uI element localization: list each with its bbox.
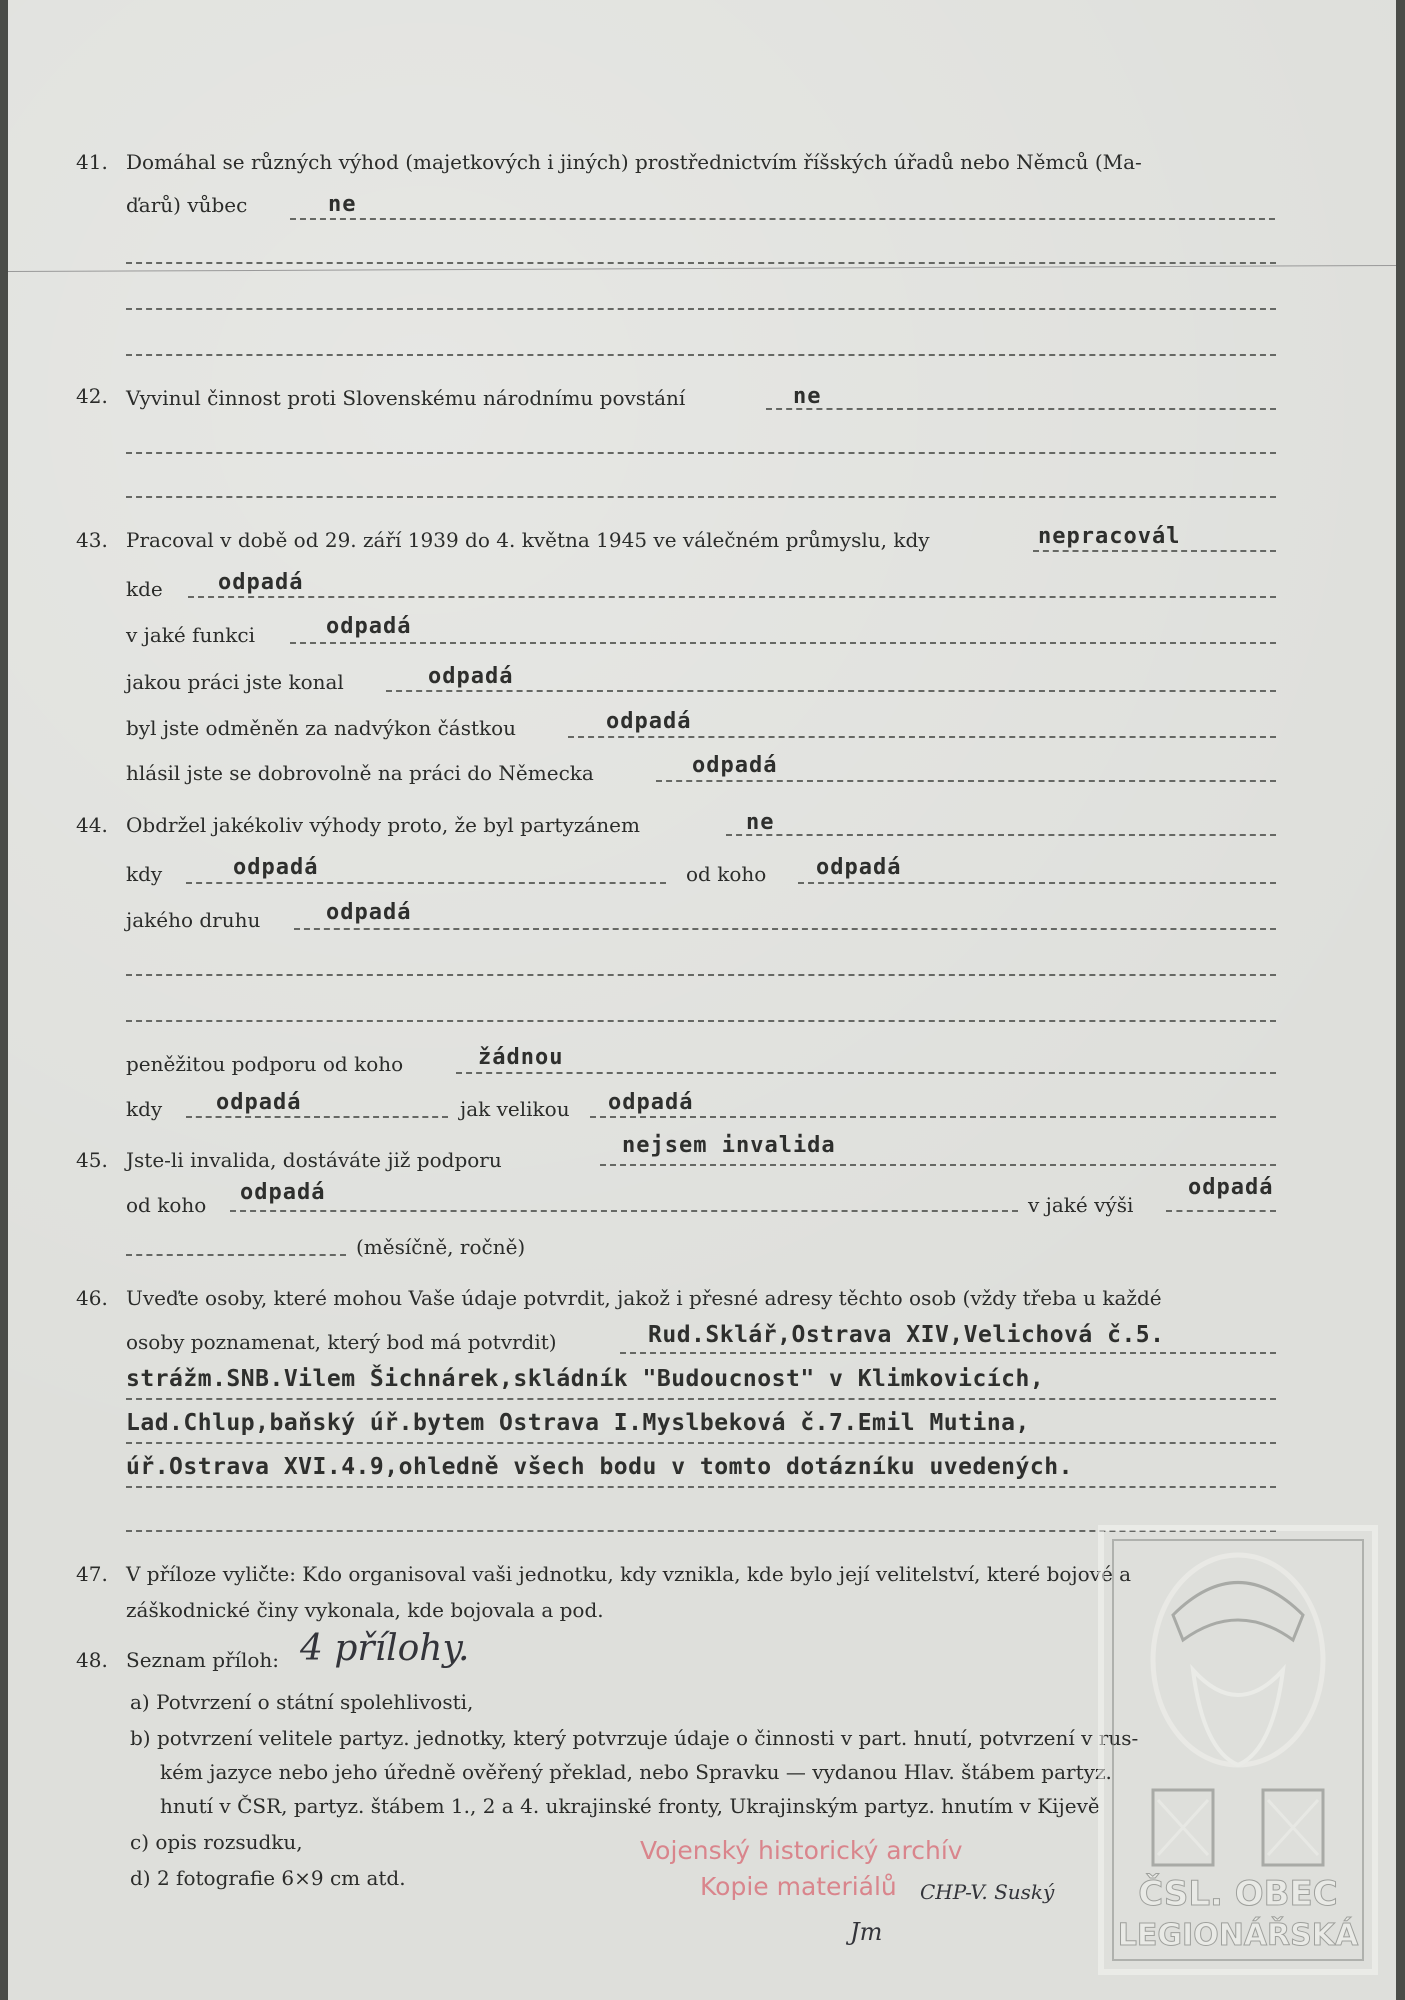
q48-item-d: d) 2 fotografie 6×9 cm atd. (130, 1866, 406, 1890)
q41-number: 41. (76, 150, 108, 174)
q44-kdy2-label: kdy (126, 1097, 163, 1121)
answer-line (798, 882, 1276, 884)
answer-line (290, 642, 1276, 644)
q41-question-cont: ďarů) vůbec (126, 193, 248, 217)
fold-line (8, 265, 1396, 272)
answer-line (568, 736, 1276, 738)
q44-question: Obdržel jakékoliv výhody proto, že byl partyzánem (126, 813, 640, 837)
q47-instruction-cont: záškodnické činy vykonala, kde bojovala a pod. (126, 1598, 604, 1622)
q44-podpora-answer: žádnou (478, 1045, 564, 1070)
q48-item-a: a) Potvrzení o státní spolehlivosti, (130, 1690, 474, 1714)
q44-number: 44. (76, 813, 108, 837)
answer-line (1166, 1210, 1276, 1212)
q44-druh-answer: odpadá (326, 900, 412, 925)
q43-hlasil-label: hlásil jste se dobrovolně na práci do Německa (126, 761, 594, 785)
q45-answer: nejsem invalida (622, 1133, 836, 1158)
legion-seal-watermark (1093, 1520, 1383, 1980)
answer-line (294, 928, 1276, 930)
q42-number: 42. (76, 384, 108, 408)
answer-line (1033, 550, 1276, 552)
q42-question: Vyvinul činnost proti Slovenskému národnímu povstání (126, 386, 686, 410)
q44-kdy-answer: odpadá (233, 855, 319, 880)
answer-line (230, 1210, 1018, 1212)
q44-velikou-label: jak velikou (460, 1097, 570, 1121)
answer-line (290, 218, 1275, 220)
q43-prace-answer: odpadá (428, 664, 514, 689)
q41-question: Domáhal se různých výhod (majetkových i jiných) prostřednictvím říšských úřadů nebo Němců (Ma- (126, 150, 1142, 174)
archive-initial: Jm (850, 1918, 883, 1946)
q44-od-koho-answer: odpadá (816, 855, 902, 880)
q48-handwritten-count: 4 přílohy. (300, 1628, 470, 1669)
q45-period-label: (měsíčně, ročně) (356, 1235, 526, 1259)
q44-druh-label: jakého druhu (126, 908, 261, 932)
answer-line (126, 308, 1276, 310)
answer-line (188, 596, 1276, 598)
q45-question: Jste-li invalida, dostáváte již podporu (126, 1148, 502, 1172)
q46-answer-line1: Rud.Sklář,Ostrava XIV,Velichová č.5. (648, 1322, 1165, 1348)
q43-hlasil-answer: odpadá (692, 753, 778, 778)
q44-velikou-answer: odpadá (608, 1090, 694, 1115)
q46-answer-line3: Lad.Chlup,baňský úř.bytem Ostrava I.Myslbeková č.7.Emil Mutina, (126, 1410, 1030, 1436)
answer-line (126, 354, 1276, 356)
q46-number: 46. (76, 1286, 108, 1310)
q44-podpora-label: peněžitou podporu od koho (126, 1052, 404, 1076)
q47-number: 47. (76, 1562, 108, 1586)
q46-answer-line2: strážm.SNB.Vilem Šichnárek,skládník "Budoucnost" v Klimkovicích, (126, 1366, 1045, 1392)
archive-note: CHP-V. Suský (920, 1880, 1055, 1904)
q44-od-koho-label: od koho (686, 862, 767, 886)
answer-line (126, 1398, 1276, 1400)
q41-answer: ne (328, 192, 357, 217)
document-page (8, 0, 1396, 2000)
q43-funkce-answer: odpadá (326, 614, 412, 639)
q48-item-b-cont1: kém jazyce nebo jeho úředně ověřený překlad, nebo Spravku — vydanou Hlav. štábem partyz. (160, 1760, 1112, 1784)
answer-line (600, 1164, 1276, 1166)
answer-line (656, 780, 1276, 782)
answer-line (590, 1116, 1276, 1118)
q45-vyse-label: v jaké výši (1028, 1193, 1134, 1217)
q43-prace-label: jakou práci jste konal (126, 670, 344, 694)
answer-line (126, 1020, 1276, 1022)
q45-number: 45. (76, 1148, 108, 1172)
answer-line (386, 690, 1276, 692)
q44-kdy2-answer: odpadá (216, 1090, 302, 1115)
q48-item-b-cont2: hnutí v ČSR, partyz. štábem 1., 2 a 4. ukrajinské fronty, Ukrajinským partyz. hnutím v Kijevě (160, 1794, 1100, 1818)
q48-label: Seznam příloh: (126, 1648, 280, 1672)
answer-line (726, 834, 1276, 836)
q43-kde-answer: odpadá (218, 570, 304, 595)
answer-line (126, 262, 1276, 264)
answer-line (126, 452, 1276, 454)
answer-line (126, 974, 1276, 976)
answer-line (766, 408, 1276, 410)
answer-line (186, 882, 666, 884)
q45-od-koho-label: od koho (126, 1193, 207, 1217)
legion-seal-line2: LEGIONÁŘSKÁ (1117, 1918, 1359, 1953)
answer-line (186, 1116, 448, 1118)
q43-odmenen-label: byl jste odměněn za nadvýkon částkou (126, 716, 517, 740)
answer-line (126, 1486, 1276, 1488)
q43-kde-label: kde (126, 577, 163, 601)
q47-instruction: V příloze vylič̌te: Kdo organisoval vaši jednotku, kdy vznikla, kde bylo její velitelství, které bojové a (126, 1562, 1132, 1586)
q46-question: Uveďte osoby, které mohou Vaše údaje potvrdit, jakož i přesné adresy těchto osob (vždy třeba u každé (126, 1286, 1162, 1310)
q46-answer-line4: úř.Ostrava XVI.4.9,ohledně všech bodu v tomto dotázníku uvedených. (126, 1454, 1073, 1480)
answer-line (126, 496, 1276, 498)
q43-number: 43. (76, 528, 108, 552)
q48-item-b: b) potvrzení velitele partyz. jednotky, který potvrzuje údaje o činnosti v part. hnutí, potvrzení v rus- (130, 1726, 1139, 1750)
legion-seal-line1: ČSL. OBEC (1138, 1874, 1338, 1914)
q43-odmenen-answer: odpadá (606, 709, 692, 734)
answer-line (620, 1352, 1276, 1354)
q43-answer: nepracovál (1038, 524, 1181, 549)
q43-question: Pracoval v době od 29. září 1939 do 4. května 1945 ve válečném průmyslu, kdy (126, 528, 930, 552)
answer-line (126, 1442, 1276, 1444)
q48-number: 48. (76, 1648, 108, 1672)
q46-question-cont: osoby poznamenat, který bod má potvrdit) (126, 1330, 557, 1354)
q48-item-c: c) opis rozsudku, (130, 1830, 303, 1854)
archive-stamp-line1: Vojenský historický archív (640, 1836, 963, 1865)
q43-funkce-label: v jaké funkci (126, 623, 255, 647)
q44-kdy-label: kdy (126, 862, 163, 886)
answer-line (126, 1254, 346, 1256)
answer-line (456, 1072, 1276, 1074)
q45-vyse-answer: odpadá (1188, 1175, 1274, 1200)
archive-stamp-line2: Kopie materiálů (700, 1872, 897, 1901)
q42-answer: ne (793, 384, 822, 409)
q45-od-koho-answer: odpadá (240, 1180, 326, 1205)
q44-answer: ne (746, 810, 775, 835)
